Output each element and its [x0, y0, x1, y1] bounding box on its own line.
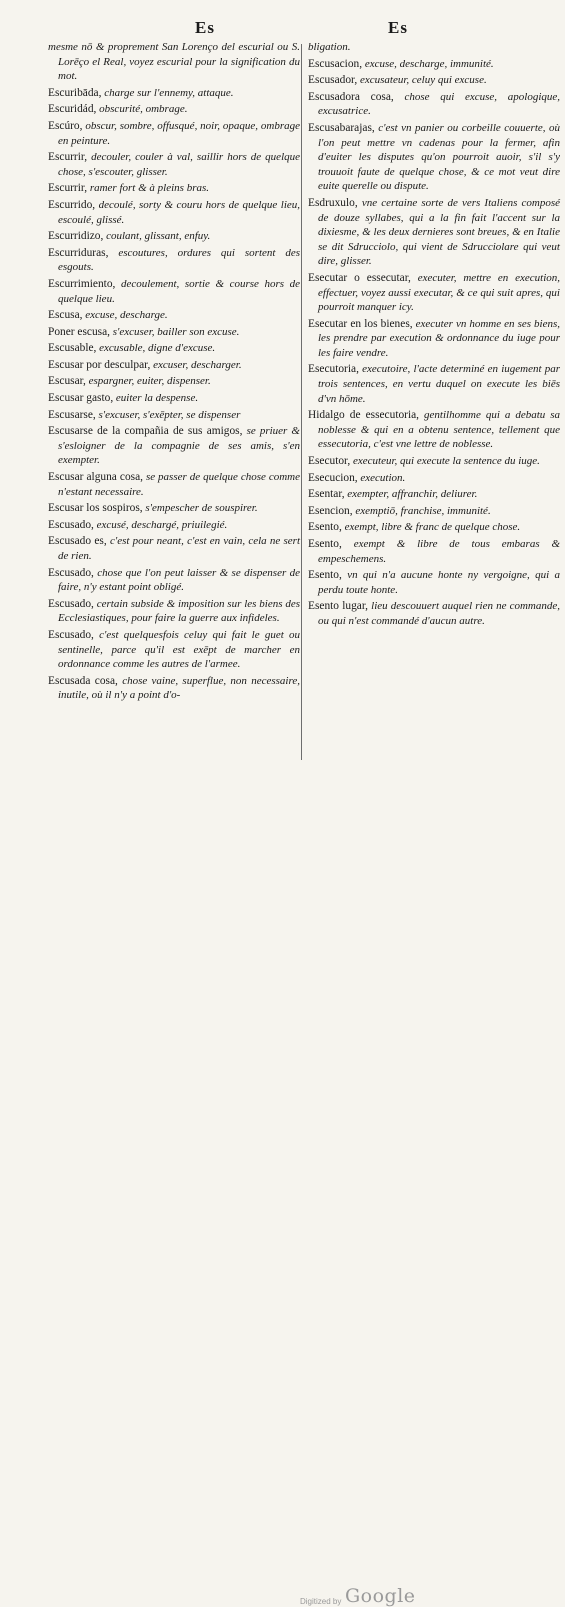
entry-definition: s'empescher de souspirer.: [145, 502, 258, 515]
entry-definition: excuse, descharge.: [85, 309, 168, 322]
entry-definition: escoutures, ordures qui sortent des esgouts.: [58, 246, 300, 274]
dictionary-entry: [48, 408, 300, 423]
entry-headword: Esento,: [308, 538, 342, 550]
entry-headword: Esento lugar,: [308, 600, 369, 613]
dictionary-entry: [48, 246, 300, 275]
dictionary-entry: [48, 628, 300, 672]
entry-definition: excuse, descharge, immunité.: [364, 57, 494, 70]
dictionary-entry: [48, 325, 300, 340]
entry-headword: Escusar gasto,: [48, 392, 114, 405]
entry-headword: Escusada cosa,: [48, 674, 118, 687]
dictionary-entry: [308, 504, 560, 519]
dictionary-entry: [308, 271, 560, 315]
entry-definition: executoire, l'acte determiné en iugement par trois sentences, en vertu duquel on execute les biēs d'vn hōme.: [318, 363, 561, 405]
entry-headword: Hidalgo de essecutoria,: [308, 409, 420, 422]
entry-definition: gentilhomme qui a debatu sa noblesse & qui en a obtenu sentence, tellement que essecutoria, c'est vne lettre de noblesse.: [318, 409, 561, 451]
dictionary-entry: [308, 599, 560, 628]
entry-definition: exemptiō, franchise, immunité.: [355, 504, 491, 517]
entry-headword: Esecutar o essecutar,: [308, 271, 411, 284]
dictionary-entry: [308, 487, 560, 502]
entry-headword: Esecutor,: [308, 455, 351, 468]
entry-headword: Escusar los sospiros,: [48, 502, 143, 515]
dictionary-entry: [48, 391, 300, 406]
entry-headword: Esecutar en los bienes,: [308, 317, 413, 330]
dictionary-entry: [48, 102, 300, 117]
dictionary-entry: [308, 537, 560, 566]
dictionary-entry: [48, 86, 300, 101]
dictionary-entry: [48, 501, 300, 516]
dictionary-entry: [48, 518, 300, 533]
entry-headword: Escurrimiento,: [48, 277, 116, 290]
entry-definition: decoulement, sortie & course hors de quelque lieu.: [58, 277, 301, 305]
entry-headword: Escurrir,: [48, 151, 88, 164]
dictionary-entry: [48, 597, 300, 626]
entry-definition: chose que l'on peut laisser & se dispenser de faire, n'y estant point obligé.: [58, 566, 300, 594]
entry-headword: Escusar,: [48, 375, 86, 388]
entry-headword: Escurrido,: [48, 198, 96, 211]
entry-headword: Escusador,: [308, 74, 358, 87]
page-header: [0, 18, 565, 42]
dictionary-entry: [48, 119, 300, 148]
entry-headword: Escusado,: [48, 518, 94, 531]
dictionary-entry: [308, 73, 560, 88]
dictionary-entry: [308, 568, 560, 597]
entry-definition: charge sur l'ennemy, attaque.: [104, 86, 234, 99]
entry-headword: Escusado,: [48, 566, 94, 579]
entry-definition: vne certaine sorte de vers Italiens composé de douze syllabes, qui a la fin fait l'accent sur la dixiesme, & les deux dernieres sont breues, & en Italie se dit Sdrucciolo, qui vient de Sdrucciolare qui veut dire, glisser.: [318, 196, 561, 268]
dictionary-entry: [308, 196, 560, 269]
dictionary-entry: [48, 181, 300, 196]
entry-definition: espargner, euiter, dispenser.: [88, 375, 211, 388]
entry-definition: decoulé, sorty & couru hors de quelque lieu, escoulé, glissé.: [58, 198, 301, 226]
dictionary-entry: [48, 674, 300, 703]
entry-headword: Escuridád,: [48, 103, 97, 116]
dictionary-entry: [48, 374, 300, 389]
entry-definition: certain subside & imposition sur les biens des Ecclesiastiques, pour faire la guerre aux infideles.: [58, 597, 301, 625]
dictionary-entry: [308, 317, 560, 361]
dictionary-entry: [308, 57, 560, 72]
google-watermark: Google: [345, 1585, 416, 1607]
entry-definition: bligation.: [308, 41, 351, 53]
entry-definition: exempt & libre de tous embaras & empeschemens.: [318, 538, 560, 565]
entry-headword: Escuribāda,: [48, 86, 102, 99]
entry-definition: euiter la despense.: [115, 392, 199, 405]
entry-definition: excusable, digne d'excuse.: [99, 342, 216, 355]
dictionary-entry: [308, 362, 560, 406]
entry-headword: Esento,: [308, 569, 342, 582]
entry-definition: exempt, libre & franc de quelque chose.: [344, 521, 521, 534]
entry-definition: s'excuser, s'exēpter, se dispenser: [98, 408, 241, 421]
entry-headword: Escusarse,: [48, 408, 96, 421]
entry-definition: obscur, sombre, offusqué, noir, opaque, ombrage en peinture.: [58, 119, 301, 147]
dictionary-entry: [308, 121, 560, 194]
dictionary-entry: [48, 534, 300, 563]
entry-definition: exempter, affranchir, deliurer.: [347, 488, 478, 501]
page-footer: [0, 792, 565, 1607]
left-column: [48, 40, 300, 705]
entry-definition: decouler, couler à val, saillir hors de quelque chose, s'escouter, glisser.: [58, 151, 301, 178]
dictionary-entry: [48, 40, 300, 84]
dictionary-entry: [48, 308, 300, 323]
entry-headword: Esento,: [308, 521, 342, 534]
dictionary-entry: [48, 341, 300, 356]
dictionary-entry: [308, 40, 560, 55]
entry-definition: se passer de quelque chose comme n'estant necessaire.: [58, 471, 300, 498]
entry-headword: Esecucion,: [308, 471, 358, 484]
running-head-right: Es: [388, 18, 408, 37]
column-divider: [301, 44, 302, 760]
entry-headword: Escusarse de la compañia de sus amigos,: [48, 425, 243, 438]
entry-headword: Escusado es,: [48, 535, 107, 548]
entry-headword: Escusar por desculpar,: [48, 358, 151, 371]
entry-definition: c'est vn panier ou corbeille couuerte, où l'on peut mettre vn cadenas pour la fermer, afin d'euiter les disputes qu'on pourroit auoir, s'il s'y trouuoit faute de quelque chose, & ce mot veut dire euite querelle ou dispute.: [318, 121, 560, 193]
dictionary-entry: [48, 229, 300, 244]
entry-headword: Escusa,: [48, 309, 83, 322]
entry-definition: chose qui excuse, apologique, excusatrice.: [318, 90, 561, 118]
dictionary-entry: [48, 358, 300, 373]
entry-definition: lieu descouuert auquel rien ne commande, ou qui n'est commandé d'aucun autre.: [318, 600, 561, 627]
entry-definition: executeur, qui execute la sentence du iuge.: [353, 455, 540, 468]
entry-headword: Esecutoria,: [308, 363, 359, 376]
entry-headword: Escusado,: [48, 597, 94, 610]
dictionary-entry: [48, 277, 300, 306]
entry-headword: Esdruxulo,: [308, 196, 358, 209]
entry-definition: vn qui n'a aucune honte ny vergoigne, qui a perdu toute honte.: [318, 569, 561, 596]
entry-headword: Escurrir,: [48, 182, 88, 195]
entry-definition: mesme nō & proprement San Lorenço del escurial ou S. Lorēço el Real, voyez escurial pour la signification du mot.: [48, 41, 300, 83]
entry-definition: ramer fort & à pleins bras.: [89, 182, 210, 195]
entry-headword: Escusabarajas,: [308, 121, 375, 134]
dictionary-entry: [48, 198, 300, 227]
entry-headword: Escurriduras,: [48, 246, 109, 259]
digitized-by-label: Digitized by: [300, 1597, 342, 1606]
entry-definition: coulant, glissant, enfuy.: [106, 230, 211, 243]
dictionary-entry: [48, 424, 300, 468]
dictionary-entry: [48, 470, 300, 499]
dictionary-entry: [48, 150, 300, 179]
entry-headword: Escusable,: [48, 342, 97, 355]
entry-headword: Escurridizo,: [48, 230, 104, 243]
entry-headword: Escusar alguna cosa,: [48, 471, 143, 484]
entry-definition: c'est quelquesfois celuy qui fait le guet ou sentinelle, parce qu'il est exēpt de marcher en ordonnance comme les autres de l'armee.: [58, 628, 300, 671]
entry-definition: chose vaine, superflue, non necessaire, inutile, où il n'y a point d'o-: [58, 674, 300, 702]
dictionary-entry: [308, 408, 560, 452]
entry-headword: Poner escusa,: [48, 325, 110, 338]
entry-definition: se priuer & s'esloigner de la compagnie de ses amis, s'en exempter.: [58, 425, 300, 467]
entry-definition: executer vn homme en ses biens, les prendre par execution & ordonnance du iuge pour les faire vendre.: [318, 317, 561, 359]
dictionary-entry: [308, 454, 560, 469]
entry-headword: Escusadora cosa,: [308, 90, 394, 103]
entry-definition: s'excuser, bailler son excuse.: [112, 325, 240, 338]
entry-headword: Esentar,: [308, 488, 345, 501]
right-column: [308, 40, 560, 631]
entry-definition: excusateur, celuy qui excuse.: [359, 74, 487, 87]
entry-headword: Escusado,: [48, 628, 94, 641]
entry-headword: Esencion,: [308, 504, 353, 517]
entry-definition: c'est pour neant, c'est en vain, cela ne sert de rien.: [58, 535, 301, 562]
dictionary-entry: [308, 90, 560, 119]
entry-definition: obscurité, ombrage.: [99, 103, 188, 116]
dictionary-entry: [308, 471, 560, 486]
entry-headword: Escúro,: [48, 119, 83, 132]
dictionary-entry: [48, 566, 300, 595]
entry-headword: Escusacion,: [308, 57, 363, 70]
entry-definition: excuser, descharger.: [153, 358, 242, 371]
entry-definition: excusé, deschargé, priuilegié.: [96, 518, 228, 531]
entry-definition: executer, mettre en execution, effectuer, voyez aussi executar, & ce qui suit apres, qui pourroit manquer icy.: [318, 271, 561, 314]
dictionary-entry: [308, 520, 560, 535]
entry-definition: execution.: [360, 471, 406, 484]
running-head-left: Es: [195, 18, 215, 37]
